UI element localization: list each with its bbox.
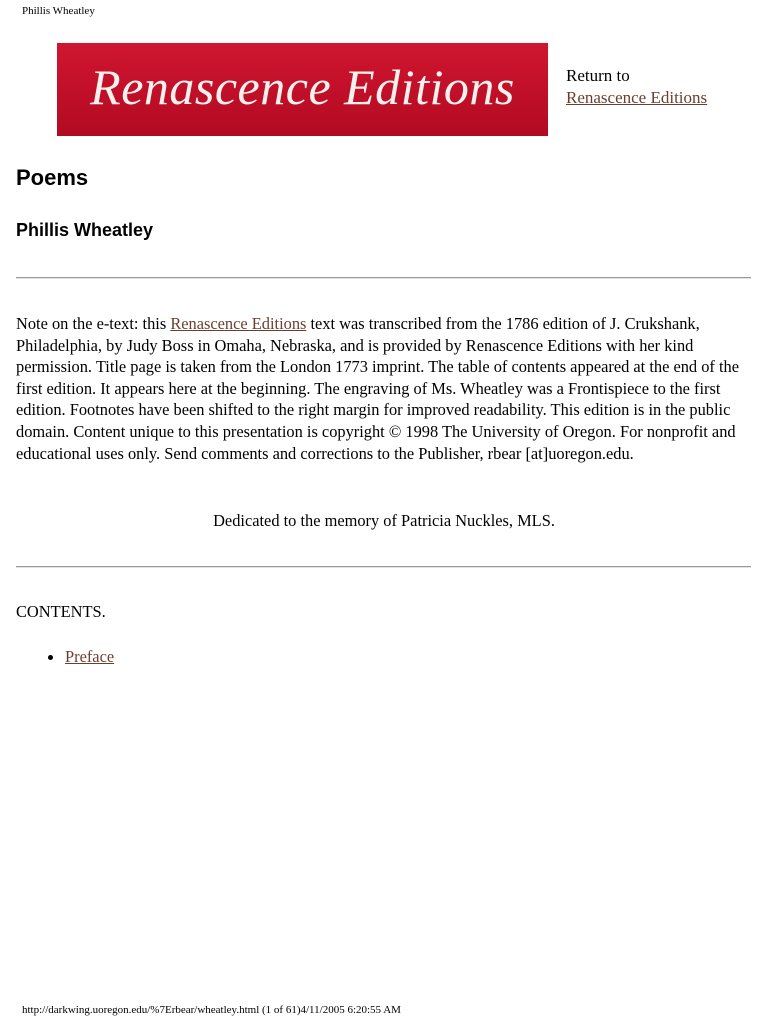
print-footer-url: http://darkwing.uoregon.edu/%7Erbear/wheatley.html (1 of 61)4/11/2005 6:20:55 AM [22,1004,401,1016]
note-text-before-link: Note on the e-text: this [16,314,171,333]
print-header-title: Phillis Wheatley [22,5,95,17]
contents-heading: CONTENTS. [16,602,106,621]
note-renascence-editions-link[interactable]: Renascence Editions [170,314,307,333]
divider-top [16,277,751,279]
renascence-editions-banner [57,43,548,136]
return-renascence-editions-link[interactable]: Renascence Editions [566,88,708,107]
contents-item [48,646,114,668]
bullet-icon [48,655,53,660]
page-title: Poems [16,165,89,190]
note-text-after-link: text was transcribed from the 1786 edition of J. Crukshank, Philadelphia, by Judy Boss in Omaha, Nebraska, and is provided by Renascence Editions with her kind permission. Title page is taken from the London 1773 imprint. The table of contents appeared at the end of the first edition. It appears here at the beginning. The engraving of Ms. Wheatley was a Frontispiece to the first edition. Footnotes have been shifted to the right margin for improved readability. This edition is in the public domain. Content unique to this presentation is copyright © 1998 The University of Oregon. For nonprofit and educational uses only. Send comments and corrections to the Publisher, rbear [at]uoregon.edu. [16,314,739,463]
banner-logo-text: Renascence Editions [90,58,515,115]
etext-note [16,313,756,464]
return-link-block [566,65,707,109]
divider-bottom [16,566,751,568]
dedication: Dedicated to the memory of Patricia Nuckles, MLS. [213,511,555,530]
return-prefix: Return to [566,66,630,85]
contents-link-preface[interactable]: Preface [65,647,115,666]
contents-list [48,646,114,668]
author-heading: Phillis Wheatley [16,220,154,240]
